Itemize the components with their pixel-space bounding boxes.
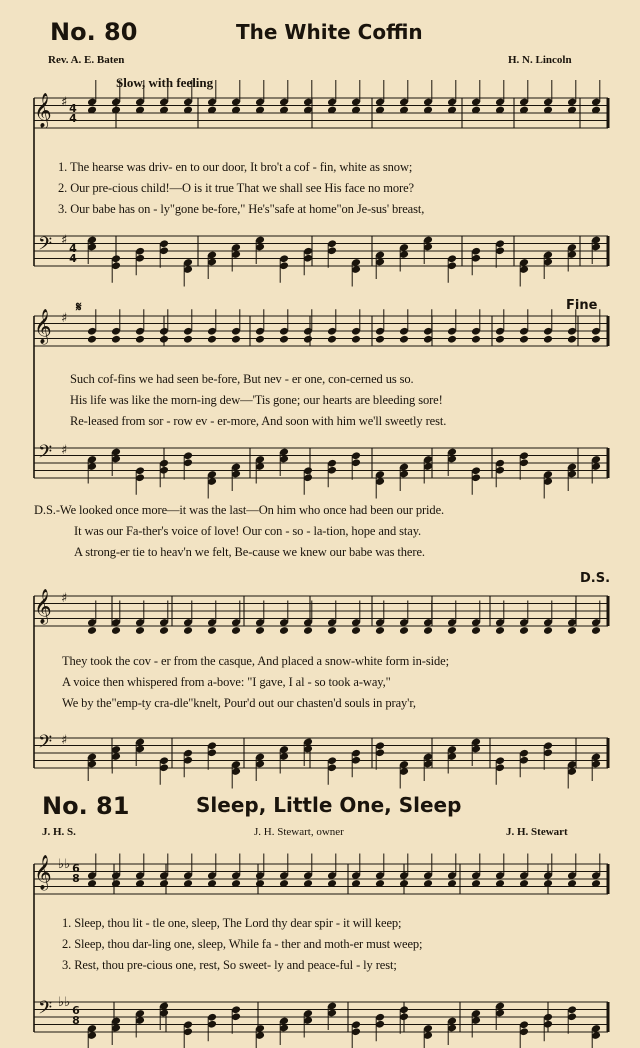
note-head [447, 626, 457, 635]
ds-lyric-line: It was our Fa-ther's voice of love! Our con - so - la-tion, hope and stay. [74, 524, 422, 538]
lyric-line: His life was like the morn-ing dew—'Tis gone; our hearts are bleeding sore! [70, 393, 443, 407]
treble-clef-icon: 𝄞 [34, 309, 52, 344]
note-head [543, 335, 553, 344]
hymn-number: No. 80 [50, 18, 138, 46]
key-signature: ♯ [61, 733, 68, 748]
lyric-line: 3. Our babe has on - ly"gone be-fore," He's"safe at home"on Je-sus' breast, [58, 202, 425, 216]
note-head [495, 626, 505, 635]
note-head [183, 335, 193, 344]
key-signature: ♯ [61, 591, 68, 606]
note-head [255, 626, 265, 635]
note-head [591, 626, 601, 635]
note-head [279, 626, 289, 635]
note-head [279, 335, 289, 344]
owner-credit: J. H. Stewart, owner [254, 826, 344, 838]
note-head [471, 335, 481, 344]
note-head [159, 335, 169, 344]
lyric-line: A voice then whispered from a-bove: "I gave, I al - so took a-way," [62, 675, 391, 689]
hymn-title: Sleep, Little One, Sleep [196, 793, 462, 817]
music-credit: J. H. Stewart [506, 826, 568, 838]
note-head [351, 626, 361, 635]
note-head [591, 335, 601, 344]
note-head [111, 335, 121, 344]
note-head [519, 626, 529, 635]
note-head [399, 626, 409, 635]
tempo-marking: Slow, with feeling [116, 75, 214, 90]
time-signature: 4 4 [69, 242, 77, 265]
lyric-line: 1. Sleep, thou lit - tle one, sleep, The Lord thy dear spir - it will keep; [62, 916, 402, 930]
note-head [207, 626, 217, 635]
time-signature: 6 8 [72, 1004, 80, 1027]
hymn-title: The White Coffin [236, 20, 423, 44]
note-head [87, 335, 97, 344]
ds-lyric-line: A strong-er tie to heav'n we felt, Be-cause we knew our babe was there. [74, 545, 425, 559]
time-signature: 6 8 [72, 862, 80, 885]
key-signature: ♭♭ [58, 857, 71, 872]
key-signature: ♭♭ [58, 995, 71, 1010]
treble-clef-icon: 𝄞 [34, 589, 52, 624]
note-head [303, 626, 313, 635]
note-head [567, 335, 577, 344]
note-head [183, 626, 193, 635]
note-head [255, 335, 265, 344]
note-head [135, 626, 145, 635]
hymn-number: No. 81 [42, 792, 130, 820]
lyric-line: 2. Sleep, thou dar-ling one, sleep, While fa - ther and moth-er must weep; [62, 937, 423, 951]
words-credit: Rev. A. E. Baten [48, 54, 125, 66]
ds-lyric-line: D.S.-We looked once more—it was the last—On him who once had been our pride. [34, 503, 445, 517]
ds-marking: D.S. [580, 571, 611, 586]
note-head [231, 626, 241, 635]
treble-clef-icon: 𝄞 [34, 93, 52, 128]
note-head [327, 335, 337, 344]
note-head [399, 335, 409, 344]
words-credit: J. H. S. [42, 826, 76, 838]
lyric-line: Re-leased from sor - row ev - er-more, And soon with him we'll sweetly rest. [70, 414, 447, 428]
note-head [375, 626, 385, 635]
lyric-line: They took the cov - er from the casque, And placed a snow-white form in-side; [62, 654, 449, 668]
music-credit: H. N. Lincoln [508, 54, 572, 66]
lyric-line: 2. Our pre-cious child!—O is it true That we shall see His face no more? [58, 181, 415, 195]
treble-clef-icon: 𝄞 [34, 855, 52, 890]
note-head [423, 626, 433, 635]
note-head [519, 335, 529, 344]
note-head [207, 335, 217, 344]
bass-clef-icon: 𝄢 [38, 998, 53, 1023]
key-signature: ♯ [61, 443, 68, 458]
note-head [375, 335, 385, 344]
note-head [87, 626, 97, 635]
key-signature: ♯ [61, 233, 68, 248]
note-head [495, 335, 505, 344]
lyric-line: 1. The hearse was driv- en to our door, It bro't a cof - fin, white as snow; [58, 160, 413, 174]
fine-marking: Fine [566, 298, 598, 313]
note-head [327, 626, 337, 635]
lyric-line: Such cof-fins we had seen be-fore, But nev - er one, con-cerned us so. [70, 372, 414, 386]
note-head [471, 626, 481, 635]
bass-clef-icon: 𝄢 [38, 732, 53, 757]
bass-clef-icon: 𝄢 [38, 442, 53, 467]
note-head [351, 335, 361, 344]
note-head [567, 626, 577, 635]
note-head [159, 626, 169, 635]
time-signature: 4 4 [69, 102, 77, 125]
key-signature: ♯ [61, 95, 68, 110]
note-head [303, 335, 313, 344]
lyric-line: 3. Rest, thou pre-cious one, rest, So sweet- ly and peace-ful - ly rest; [62, 958, 397, 972]
note-head [135, 335, 145, 344]
note-head [111, 626, 121, 635]
note-head [447, 335, 457, 344]
bass-clef-icon: 𝄢 [38, 234, 53, 259]
note-head [543, 626, 553, 635]
note-head [231, 335, 241, 344]
lyric-line: We by the"emp-ty cra-dle"knelt, Pour'd out our chasten'd souls in pray'r, [62, 696, 416, 710]
segno-icon: 𝄋 [76, 300, 82, 315]
key-signature: ♯ [61, 311, 68, 326]
